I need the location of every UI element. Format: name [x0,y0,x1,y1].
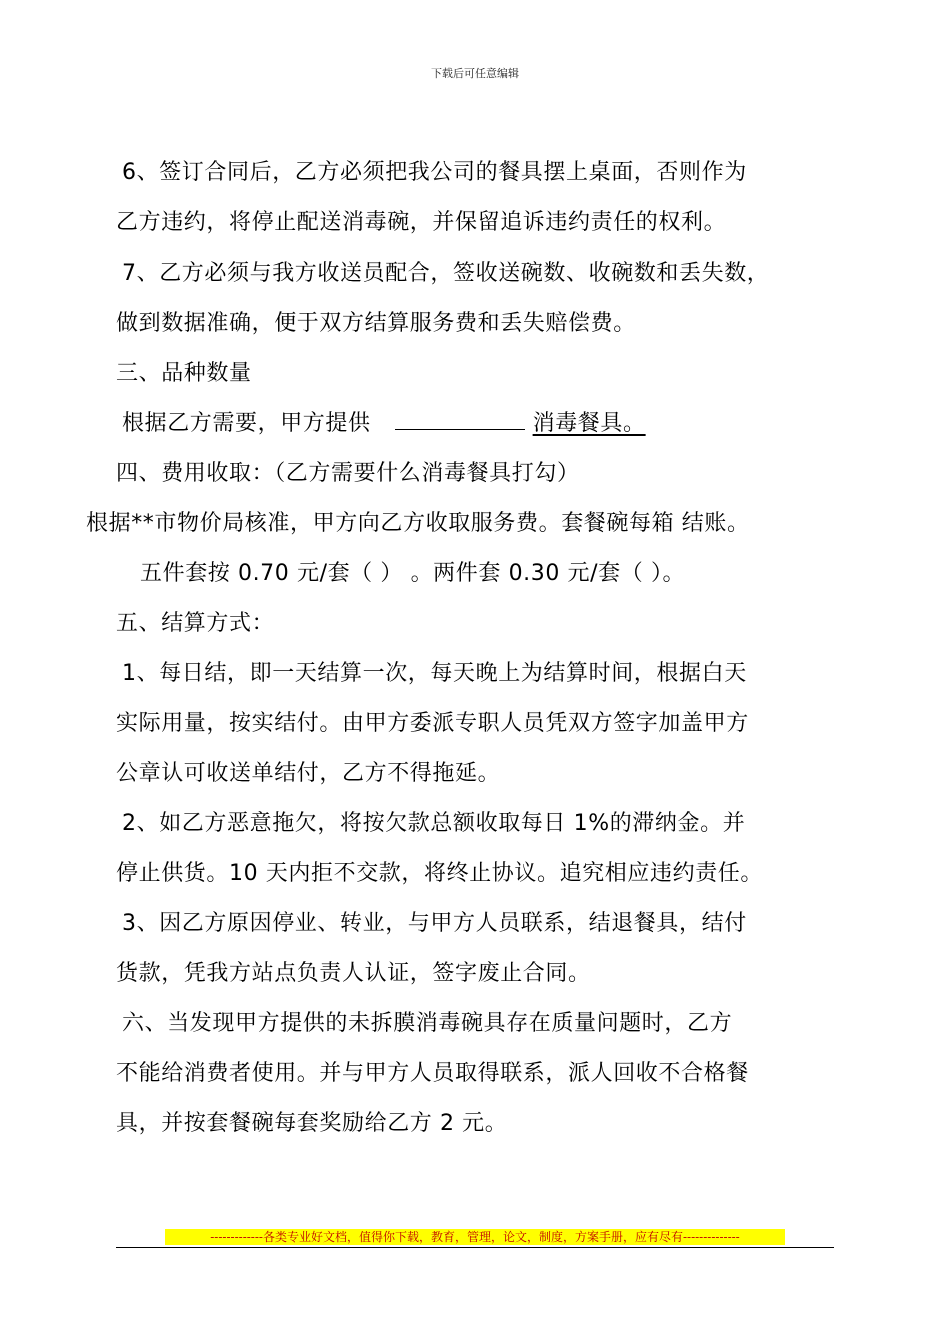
footer-divider [116,1247,834,1248]
settlement-1-line-3: 公章认可收送单结付，乙方不得拖延。 [116,761,501,786]
section-heading-3: 三、品种数量 [116,361,252,386]
settlement-2-line-2: 停止供货。10 天内拒不交款，将终止协议。追究相应违约责任。 [116,861,763,886]
fee-basis-line: 根据**市物价局核准，甲方向乙方收取服务费。套餐碗每箱 结账。 [86,511,750,536]
footer-banner: -------------各类专业好文档，值得你下载，教育，管理，论文，制度，方案手册，应有尽有-------------- [165,1229,785,1245]
price-options-line: 五件套按 0.70 元/套（ ） 。两件套 0.30 元/套（ ）。 [140,561,686,586]
section-heading-5: 五、结算方式： [116,611,275,636]
clause-6-line-2: 乙方违约，将停止配送消毒碗，并保留追诉违约责任的权利。 [116,210,727,235]
clause-7-line-1: 7、乙方必须与我方收送员配合，签收送碗数、收碗数和丢失数， [122,261,770,286]
settlement-3-line-2: 货款，凭我方站点负责人认证，签字废止合同。 [116,961,591,986]
settlement-3-line-1: 3、因乙方原因停业、转业，与甲方人员联系，结退餐具，结付 [122,911,747,936]
settlement-2-line-1: 2、如乙方恶意拖欠，将按欠款总额收取每日 1%的滞纳金。并 [122,811,746,836]
header-note: 下载后可任意编辑 [431,67,519,80]
quantity-prefix: 根据乙方需要，甲方提供 [122,411,371,436]
clause-6-line-1: 6、签订合同后，乙方必须把我公司的餐具摆上桌面，否则作为 [122,160,747,185]
fill-in-blank [395,409,525,430]
section-heading-4: 四、费用收取：（乙方需要什么消毒餐具打勾） [116,461,580,486]
section-6-line-2: 不能给消费者使用。并与甲方人员取得联系，派人回收不合格餐 [116,1061,749,1086]
settlement-1-line-2: 实际用量，按实结付。由甲方委派专职人员凭双方签字加盖甲方 [116,711,749,736]
settlement-1-line-1: 1、每日结，即一天结算一次，每天晚上为结算时间，根据白天 [122,661,747,686]
quantity-suffix: 消毒餐具。 [532,411,646,436]
section-6-line-1: 六、当发现甲方提供的未拆膜消毒碗具存在质量问题时，乙方 [122,1011,733,1036]
section-6-line-3: 具，并按套餐碗每套奖励给乙方 2 元。 [116,1111,508,1136]
quantity-line [122,409,646,439]
clause-7-line-2: 做到数据准确，便于双方结算服务费和丢失赔偿费。 [116,311,636,336]
